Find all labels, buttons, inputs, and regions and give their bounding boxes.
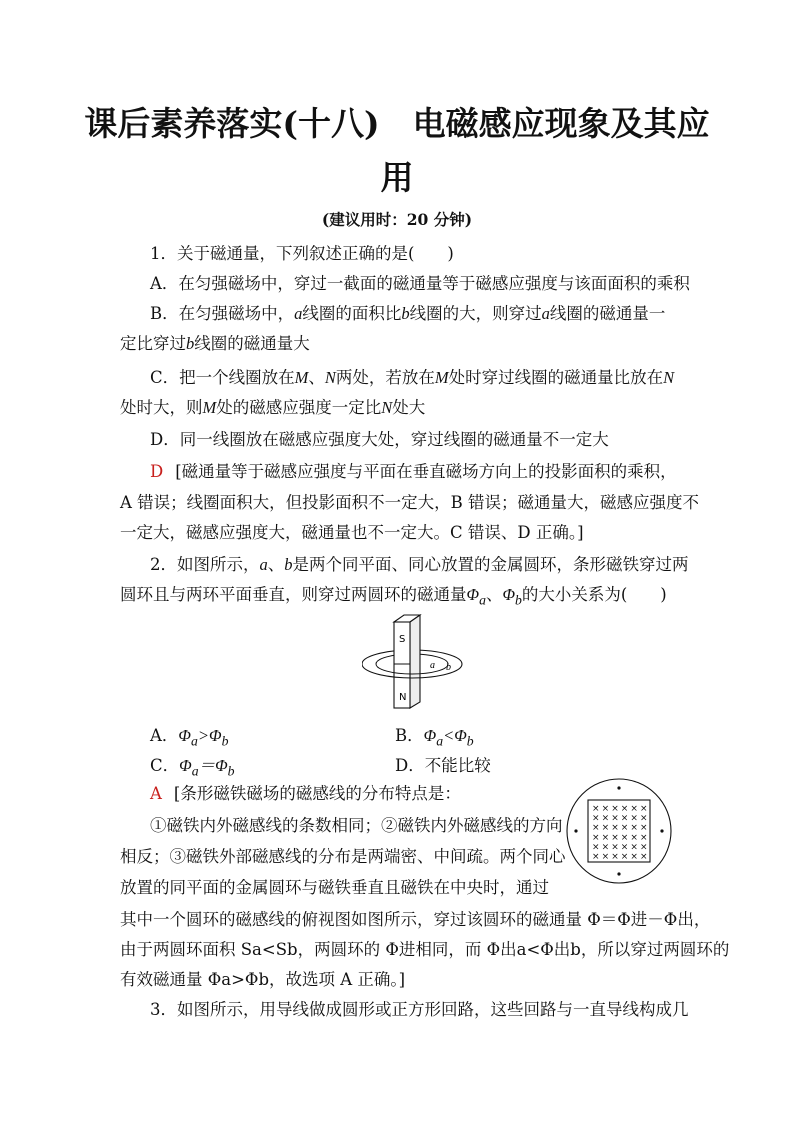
field-cross: × (630, 852, 638, 862)
q1-option-b-line1: B．在匀强磁场中，a线圈的面积比b线圈的大，则穿过a线圈的磁通量一 (150, 304, 666, 323)
q1-explanation-line1: D [磁通量等于磁感应强度与平面在垂直磁场方向上的投影面积的乘积， (150, 462, 677, 481)
q1-explanation-line2: A 错误；线圈面积大，但投影面积不一定大，B 错误；磁通量大，磁感应强度不 (120, 493, 700, 512)
q2-explanation-line2: ①磁铁内外磁感线的条数相同；②磁铁内外磁感线的方向 (150, 816, 563, 835)
field-cross: × (630, 813, 638, 824)
time-note: (建议用时：20 分钟) (321, 210, 473, 229)
field-cross: × (601, 804, 610, 814)
q1-explanation-line3: 一定大，磁感应强度大，磁通量也不一定大。C 错误、D 正确。] (120, 523, 584, 542)
field-cross: × (611, 804, 619, 814)
q2-explanation-line4: 放置的同平面的金属圆环与磁铁垂直且磁铁在中央时，通过 (120, 878, 549, 897)
q2-option-d: D．不能比较 (395, 756, 491, 775)
q2-option-a: A．$\Phi_a>\Phi_b$ (150, 726, 229, 749)
q3-stem: 3．如图所示，用导线做成圆形或正方形回路，这些回路与一直导线构成几 (150, 1000, 689, 1019)
field-cross: × (611, 823, 619, 834)
ring-b-label: b (446, 662, 451, 673)
title-line-2: 用 (380, 158, 414, 197)
q2-explanation-line7: 有效磁通量 Φa>Φb，故选项 A 正确。] (120, 970, 406, 989)
q2-explanation-line1: A [条形磁铁磁场的磁感线的分布特点是： (150, 784, 461, 803)
field-cross: × (640, 823, 648, 834)
field-cross: × (611, 842, 619, 853)
magnet-s-pole: S (399, 634, 406, 645)
field-top-view-figure (564, 776, 674, 886)
field-cross: × (640, 842, 648, 853)
field-cross: × (592, 832, 600, 843)
q2-explanation-line5: 其中一个圆环的磁感线的俯视图如图所示，穿过该圆环的磁通量 Φ＝Φ进－Φ出， (120, 910, 711, 929)
q2-stem-line1: 2．如图所示，a、b是两个同平面、同心放置的金属圆环，条形磁铁穿过两 (150, 555, 689, 574)
field-cross: × (630, 823, 638, 834)
field-cross: × (630, 832, 638, 843)
field-cross: × (620, 813, 629, 824)
q1-option-d: D．同一线圈放在磁感应强度大处，穿过线圈的磁通量不一定大 (150, 430, 609, 449)
q2-stem-line2: 圆环且与两环平面垂直，则穿过两圆环的磁通量$\Phi_a$、$\Phi_b$的大小关系为( ) (120, 585, 667, 608)
q2-explanation-line6: 由于两圆环面积 Sa<Sb，两圆环的 Φ进相同，而 Φ出a<Φ出b，所以穿过两圆环的 (120, 940, 730, 959)
field-cross: × (601, 852, 610, 862)
field-cross: × (620, 842, 629, 853)
field-cross: × (592, 804, 600, 814)
field-cross: × (620, 823, 629, 834)
field-cross: × (640, 813, 648, 824)
title-line-1: 课后素养落实(十八) 电磁感应现象及其应 (84, 104, 710, 143)
q1-answer: D (150, 462, 164, 481)
field-cross: × (611, 852, 619, 862)
field-cross: × (592, 813, 600, 824)
q1-option-a: A．在匀强磁场中，穿过一截面的磁通量等于磁感应强度与该面面积的乘积 (150, 274, 690, 293)
field-cross: × (601, 842, 610, 853)
q1-stem: 1．关于磁通量，下列叙述正确的是( ) (150, 244, 454, 263)
field-cross: × (630, 842, 638, 853)
field-cross: × (592, 842, 600, 853)
field-cross: × (630, 804, 638, 814)
magnet-n-pole: N (399, 692, 407, 703)
q2-option-b: B．$\Phi_a<\Phi_b$ (395, 726, 474, 749)
field-cross: × (640, 852, 648, 862)
field-cross: × (620, 852, 629, 862)
field-cross: × (601, 832, 610, 843)
q1-option-c-line2: 处时大，则M处的磁感应强度一定比N处大 (120, 398, 426, 417)
field-cross: × (640, 832, 648, 843)
field-cross: × (620, 804, 629, 814)
field-cross: × (601, 823, 610, 834)
q1-option-b-line2: 定比穿过b线圈的磁通量大 (120, 334, 310, 353)
q1-option-c-line1: C．把一个线圈放在M、N两处，若放在M处时穿过线圈的磁通量比放在N (150, 368, 675, 387)
q2-explanation-line3: 相反；③磁铁外部磁感线的分布是两端密、中间疏。两个同心 (120, 847, 566, 866)
field-cross: × (611, 813, 619, 824)
field-cross: × (640, 804, 648, 814)
field-cross: × (592, 823, 600, 834)
ring-a-label: a (430, 660, 435, 671)
field-cross: × (620, 832, 629, 843)
field-cross: × (592, 852, 600, 862)
field-cross: × (601, 813, 610, 824)
q2-answer: A (150, 784, 162, 803)
q2-option-c: C．$\Phi_a=\Phi_b$ (150, 756, 235, 779)
magnet-figure (362, 612, 472, 712)
field-cross: × (611, 832, 619, 843)
